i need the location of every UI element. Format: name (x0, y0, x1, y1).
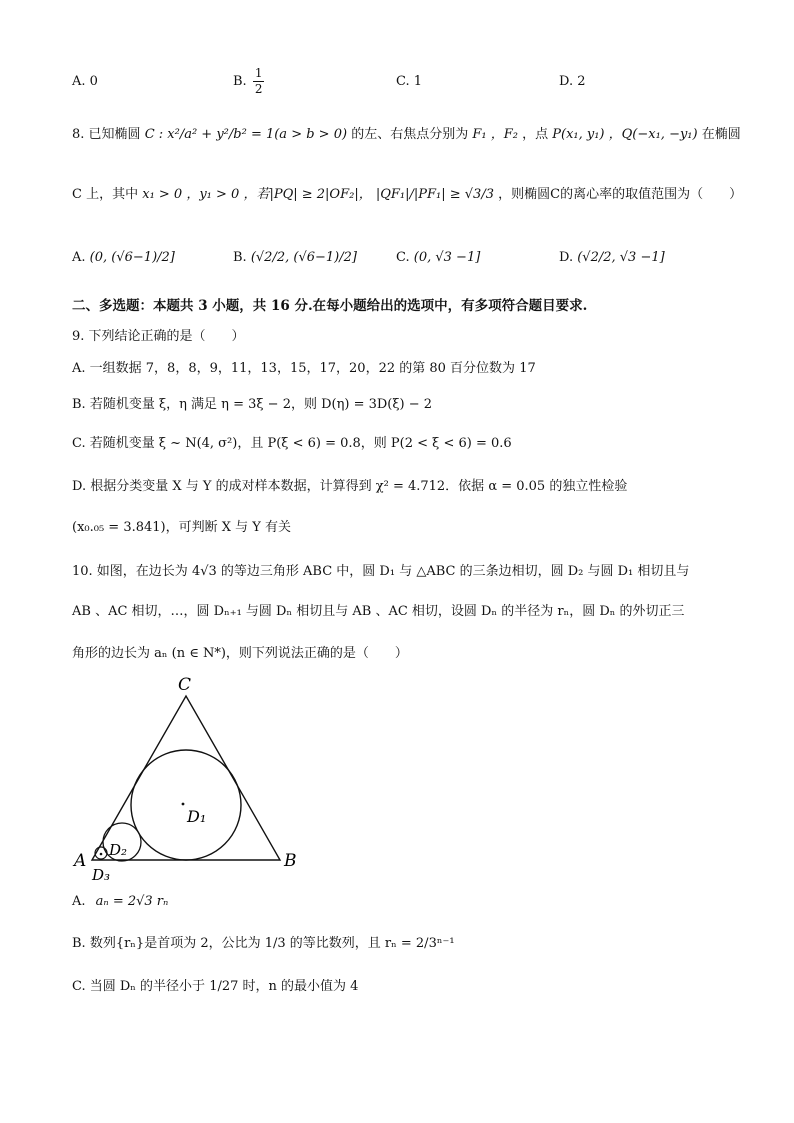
label-b: B (284, 851, 297, 871)
q8-intro: 已知椭圆 (88, 127, 141, 142)
q10-triangle-figure (70, 670, 310, 890)
q9-option-c: C. 若随机变量 ξ ~ N(4, σ²)，且 P(ξ < 6) = 0.8，则 P(2 < ξ < 6) = 0.6 (72, 436, 512, 451)
q8-option-c-value: (0, √3 −1] (413, 250, 481, 265)
q9-option-a: A. 一组数据 7，8，8，9，11，13，15，17，20，22 的第 80 百分位数为 17 (72, 361, 536, 376)
q7-option-a: A. 0 (72, 74, 98, 89)
q8-line2-end: ，则椭圆C的离心率的取值范围为（ ） (498, 187, 743, 202)
label-c: C (178, 675, 192, 695)
circle-d1 (131, 750, 241, 860)
q9-option-d-line2: (x₀.₀₅ = 3.841)，可判断 X 与 Y 有关 (72, 520, 291, 535)
q8-option-c-label: C. (396, 250, 410, 265)
q10-option-b: B. 数列{rₙ}是首项为 2，公比为 1/3 的等比数列，且 rₙ = 2/3ⁿ⁻¹ (72, 936, 455, 951)
q8-line2 (72, 186, 742, 204)
q8-line2-start: C 上，其中 (72, 187, 139, 202)
triangle-abc (92, 696, 280, 860)
q10-option-a (72, 893, 168, 911)
label-d1: D₁ (187, 807, 207, 826)
q8-line1-end: 在椭圆 (701, 127, 741, 142)
q10-option-c: C. 当圆 Dₙ 的半径小于 1/27 时，n 的最小值为 4 (72, 979, 359, 994)
q8-option-a (72, 250, 175, 265)
q7-option-b-fraction (253, 66, 265, 97)
q8-conditions: x₁ > 0 ，y₁ > 0 ，若|PQ| ≥ 2|OF₂|， (142, 187, 372, 202)
q8-option-b (233, 250, 357, 265)
q10-line1: 10. 如图，在边长为 4√3 的等边三角形 ABC 中，圆 D₁ 与 △ABC 的三条边相切，圆 D₂ 与圆 D₁ 相切且与 (72, 564, 690, 579)
q10-line3: 角形的边长为 aₙ (n ∈ N*)，则下列说法正确的是（ ） (72, 646, 408, 661)
q8-ellipse-equation: C : x²/a² + y²/b² = 1(a > b > 0) (144, 127, 348, 142)
q8-number: 8. (72, 127, 85, 142)
q8-option-b-label: B. (233, 250, 247, 265)
q10-line2: AB 、AC 相切，…，圆 Dₙ₊₁ 与圆 Dₙ 相切且与 AB 、AC 相切，设圆 Dₙ 的半径为 rₙ，圆 Dₙ 的外切正三 (72, 604, 685, 619)
section2-heading: 二、多选题：本题共 3 小题，共 16 分.在每小题给出的选项中，有多项符合题目要求. (72, 298, 588, 314)
q7-option-d: D. 2 (559, 74, 586, 89)
q8-point-label: ，点 (522, 127, 549, 142)
center-d1-dot (182, 803, 185, 806)
q9-stem: 9. 下列结论正确的是（ ） (72, 329, 245, 344)
q10-option-a-label: A. (72, 894, 86, 909)
q8-foci-intro: 的左、右焦点分别为 (351, 127, 469, 142)
q8-option-a-label: A. (72, 250, 86, 265)
q8-option-d (559, 250, 665, 265)
q8-option-c (396, 250, 480, 265)
q7-option-c: C. 1 (396, 74, 423, 89)
q9-option-b: B. 若随机变量 ξ，η 满足 η = 3ξ − 2，则 D(η) = 3D(ξ) − 2 (72, 397, 433, 412)
q8-option-a-value: (0, (√6−1)/2] (89, 250, 175, 265)
label-a: A (74, 851, 87, 871)
q7-option-b (233, 66, 266, 97)
center-d3-dot (100, 853, 103, 856)
label-d2: D₂ (109, 841, 128, 859)
q8-ratio: |QF₁|/|PF₁| ≥ √3/3 (375, 187, 494, 202)
q8-option-b-value: (√2/2, (√6−1)/2] (250, 250, 357, 265)
q8-option-d-value: (√2/2, √3 −1] (577, 250, 665, 265)
q8-option-d-label: D. (559, 250, 574, 265)
q9-option-d-line1: D. 根据分类变量 X 与 Y 的成对样本数据，计算得到 χ² = 4.712．依据 α = 0.05 的独立性检验 (72, 479, 628, 494)
q8-points: P(x₁, y₁) ，Q(−x₁, −y₁) (552, 127, 698, 142)
q8-foci: F₁ ，F₂ (472, 127, 518, 142)
q7-option-b-label: B. (233, 74, 247, 89)
q10-option-a-value: aₙ = 2√3 rₙ (95, 894, 169, 909)
q7-b-denominator: 2 (254, 82, 263, 96)
q8-line1 (72, 126, 741, 144)
q7-b-numerator: 1 (254, 66, 263, 80)
label-d3: D₃ (92, 866, 111, 884)
